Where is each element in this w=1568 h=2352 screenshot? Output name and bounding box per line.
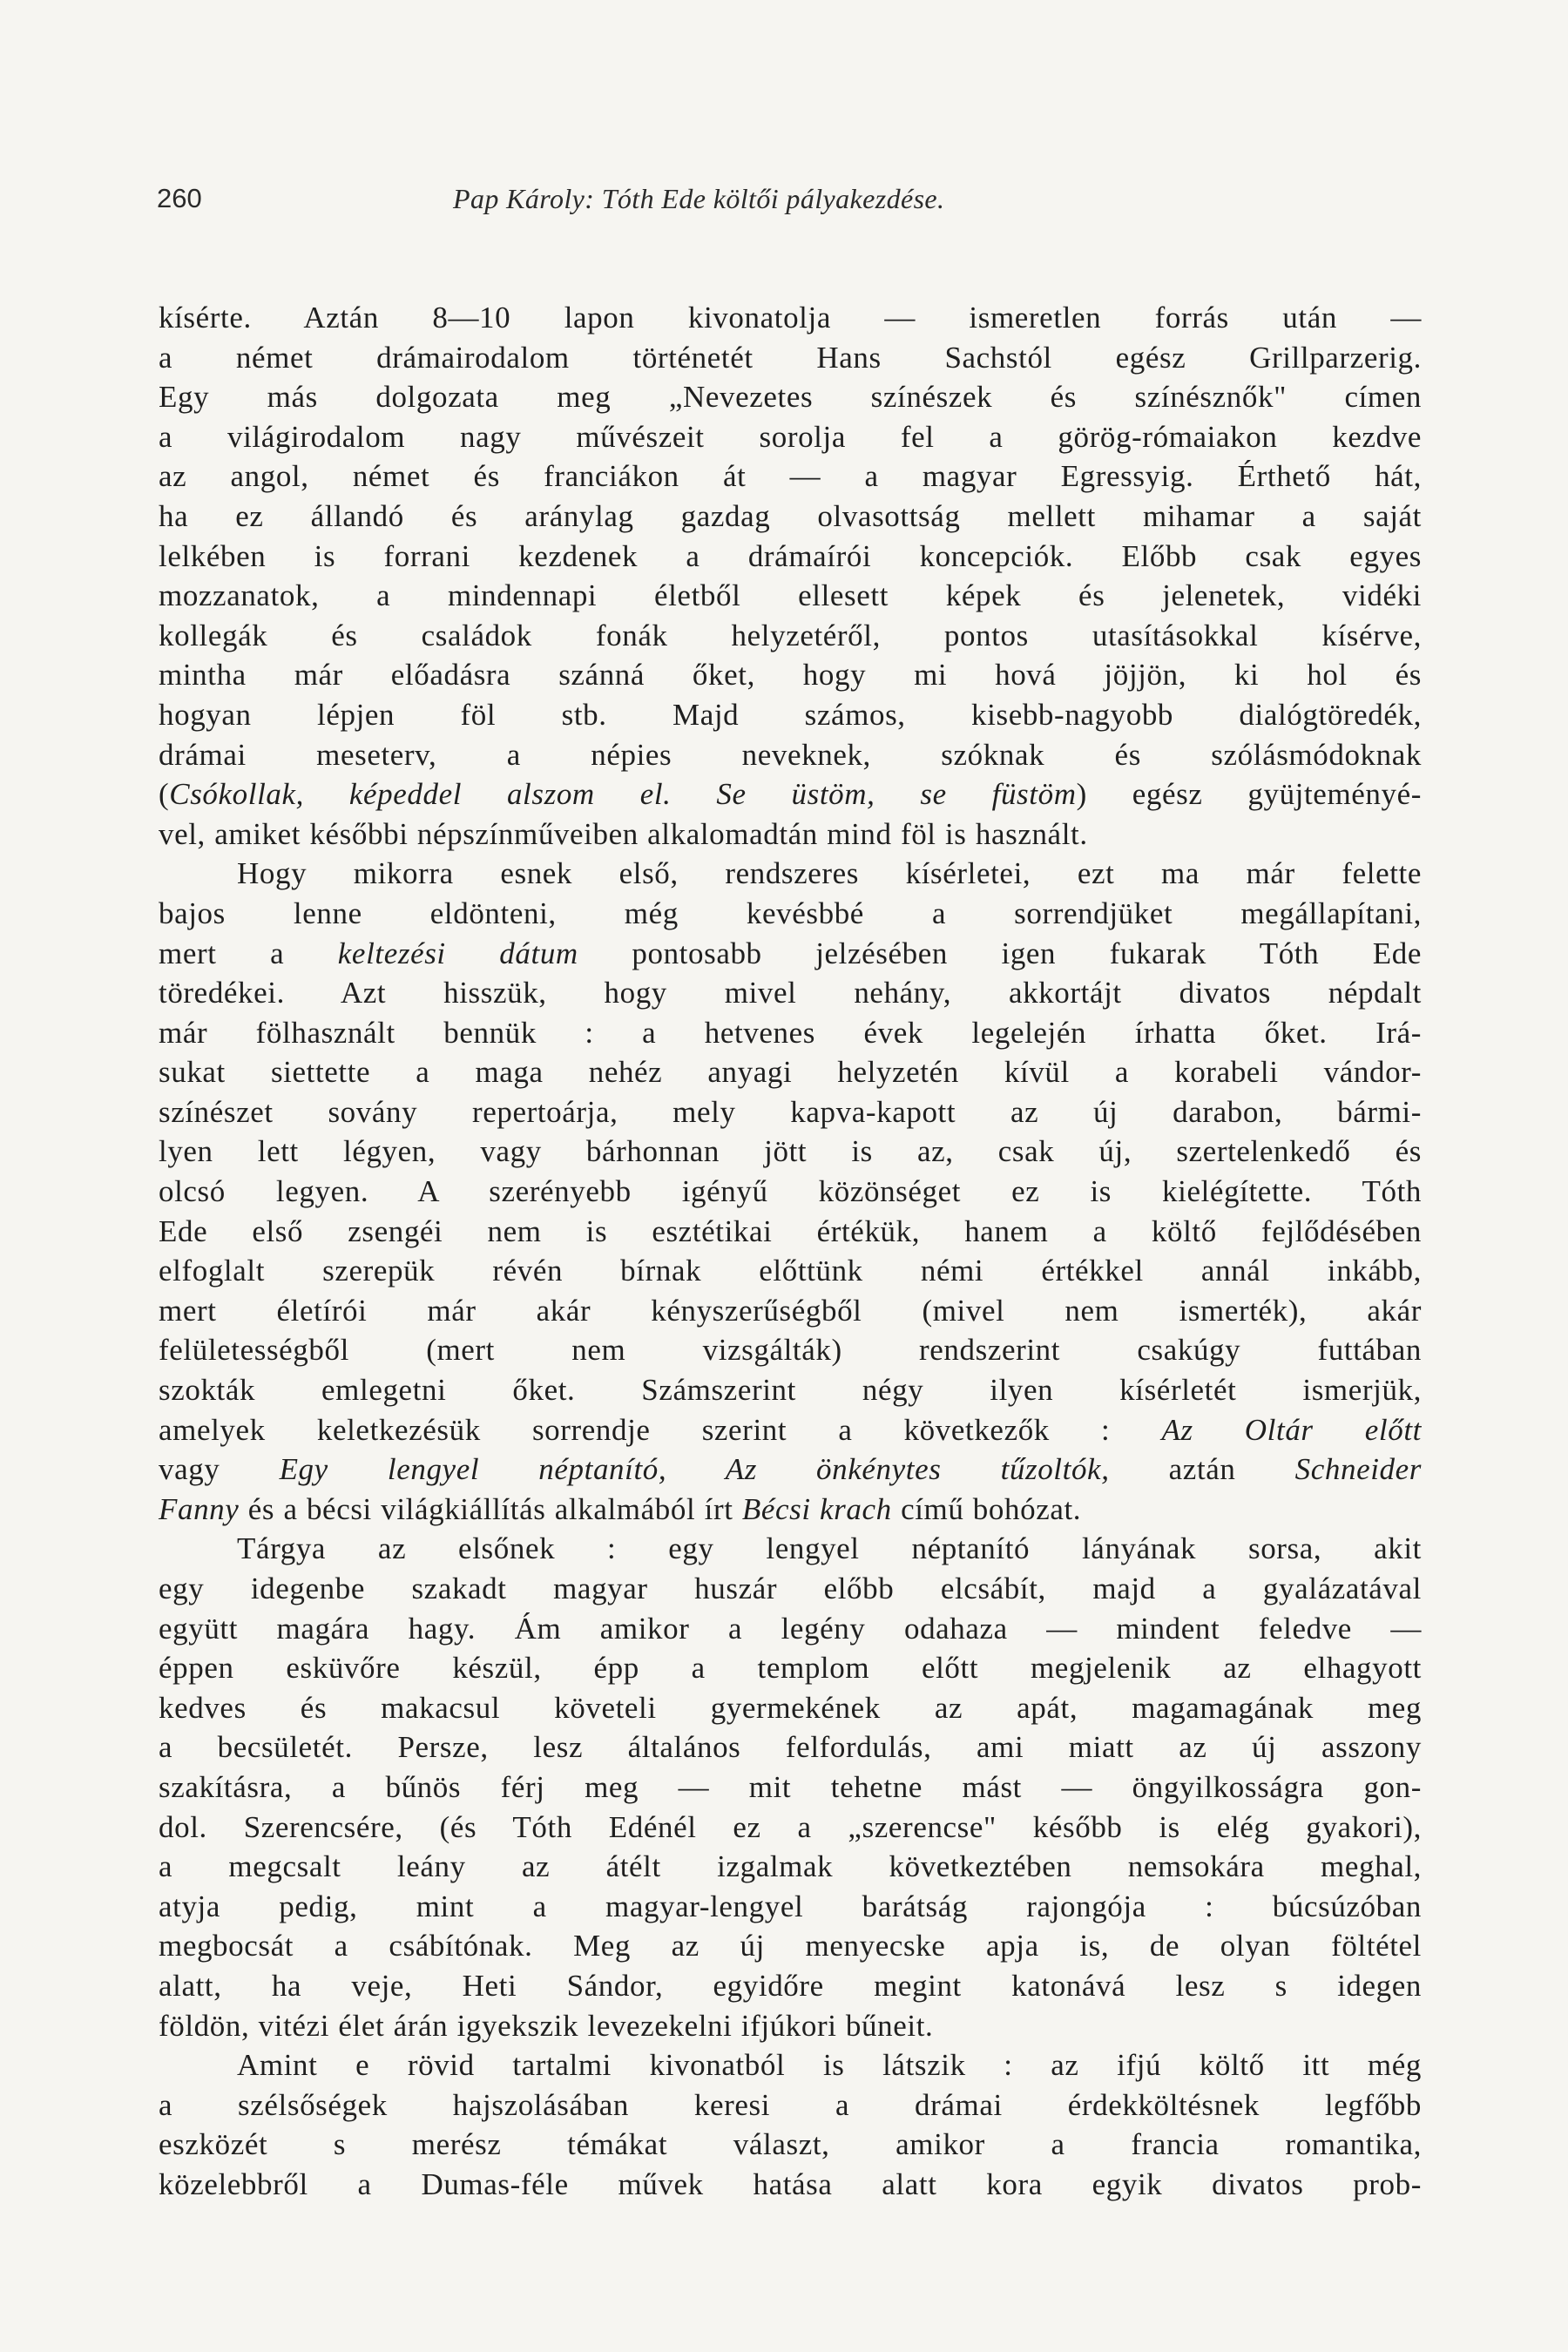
text-line: sukat siettette a maga nehéz anyagi helyzetén kívül a korabeli vándor- [159,1055,1422,1090]
body-text [159,298,1422,2205]
text-line: mozzanatok, a mindennapi életből ellesett képek és jelenetek, vidéki [159,578,1422,613]
text-line: Hogy mikorra esnek első, rendszeres kísérletei, ezt ma már felette [237,856,1422,891]
text-line: ha ez állandó és aránylag gazdag olvasottság mellett mihamar a saját [159,498,1422,533]
text-line: Tárgya az elsőnek : egy lengyel néptanító lányának sorsa, akit [237,1531,1422,1566]
text-line: a német drámairodalom történetét Hans Sachstól egész Grillparzerig. [159,340,1422,375]
running-title: Pap Károly: Tóth Ede költői pályakezdése. [453,183,945,214]
text-line: lelkében is forrani kezdenek a drámaírói koncepciók. Előbb csak egyes [159,538,1422,573]
text-line: mintha már előadásra szánná őket, hogy mi hová jöjjön, ki hol és [159,658,1422,693]
text-line: Fanny és a bécsi világkiállítás alkalmából írt Bécsi krach című bohózat. [159,1491,1082,1526]
text-line: lyen lett légyen, vagy bárhonnan jött is az, csak új, szertelenkedő és [159,1134,1422,1169]
text-line: atyja pedig, mint a magyar-lengyel barátság rajongója : búcsúzóban [159,1889,1422,1923]
text-line: Egy más dolgozata meg „Nevezetes színészek és színésznők" címen [159,380,1422,415]
text-line: a megcsalt leány az átélt izgalmak következtében nemsokára meghal, [159,1849,1422,1884]
text-line: már fölhasznált bennük : a hetvenes évek legelején írhatta őket. Irá- [159,1015,1422,1050]
text-line: amelyek keletkezésük sorrendje szerint a következők : Az Oltár előtt [159,1412,1422,1447]
text-line: kísérte. Aztán 8—10 lapon kivonatolja — ismeretlen forrás után — [159,301,1422,335]
text-line: alatt, ha veje, Heti Sándor, egyidőre megint katonává lesz s idegen [159,1968,1422,2003]
text-line: Ede első zsengéi nem is esztétikai értékük, hanem a költő fejlődésében [159,1213,1422,1248]
text-line: olcsó legyen. A szerényebb igényű közönséget ez is kielégítette. Tóth [159,1174,1422,1209]
text-line: mert a keltezési dátum pontosabb jelzésében igen fukarak Tóth Ede [159,936,1422,970]
text-line: dol. Szerencsére, (és Tóth Edénél ez a „szerencse" később is elég gyakori), [159,1809,1422,1844]
text-line: bajos lenne eldönteni, még kevésbbé a sorrendjüket megállapítani, [159,896,1422,930]
text-line: a világirodalom nagy művészeit sorolja fel a görög-rómaiakon kezdve [159,419,1422,454]
text-line: vagy Egy lengyel néptanító, Az önkénytes tűzoltók, aztán Schneider [159,1452,1422,1487]
text-line: kedves és makacsul követeli gyermekének az apát, magamagának meg [159,1690,1422,1725]
text-line: a becsületét. Persze, lesz általános felfordulás, ami miatt az új asszony [159,1730,1422,1765]
text-line: földön, vitézi élet árán igyekszik levezekelni ifjúkori bűneit. [159,2008,934,2043]
text-line: vel, amiket későbbi népszínműveiben alkalomadtán mind föl is használt. [159,816,1088,851]
text-line: (Csókollak, képeddel alszom el. Se üstöm, se füstöm) egész gyüjteményé- [159,777,1422,812]
text-line: mert életírói már akár kényszerűségből (mivel nem ismerték), akár [159,1293,1422,1328]
text-line: közelebbről a Dumas-féle művek hatása alatt kora egyik divatos prob- [159,2166,1422,2201]
text-line: éppen esküvőre készül, épp a templom előtt megjelenik az elhagyott [159,1651,1422,1686]
text-line: megbocsát a csábítónak. Meg az új menyecske apja is, de olyan föltétel [159,1929,1422,1963]
text-line: az angol, német és franciákon át — a magyar Egressyig. Érthető hát, [159,459,1422,494]
text-line: drámai meseterv, a népies neveknek, szóknak és szólásmódoknak [159,737,1422,772]
page-number: 260 [157,183,202,213]
text-line: egy idegenbe szakadt magyar huszár előbb elcsábít, majd a gyalázatával [159,1571,1422,1605]
text-line: együtt magára hagy. Ám amikor a legény odahaza — mindent feledve — [159,1611,1422,1646]
text-line: a szélsőségek hajszolásában keresi a drámai érdekköltésnek legfőbb [159,2087,1422,2122]
text-line: töredékei. Azt hisszük, hogy mivel nehány, akkortájt divatos népdalt [159,976,1422,1010]
text-line: kollegák és családok fonák helyzetéről, pontos utasításokkal kísérve, [159,618,1422,652]
text-line: hogyan lépjen föl stb. Majd számos, kisebb-nagyobb dialógtöredék, [159,697,1422,732]
text-line: Amint e rövid tartalmi kivonatból is látszik : az ifjú költő itt még [237,2048,1422,2083]
text-line: felületességből (mert nem vizsgálták) rendszerint csakúgy futtában [159,1333,1422,1368]
text-line: eszközét s merész témákat választ, amikor a francia romantika, [159,2127,1422,2162]
text-line: elfoglalt szerepük révén bírnak előttünk némi értékkel annál inkább, [159,1254,1422,1288]
text-line: színészet sovány repertoárja, mely kapva-kapott az új darabon, bármi- [159,1094,1422,1129]
running-head [157,177,1429,220]
text-line: szokták emlegetni őket. Számszerint négy ilyen kísérletét ismerjük, [159,1373,1422,1408]
text-line: szakításra, a bűnös férj meg — mit tehetne mást — öngyilkosságra gon- [159,1769,1422,1804]
